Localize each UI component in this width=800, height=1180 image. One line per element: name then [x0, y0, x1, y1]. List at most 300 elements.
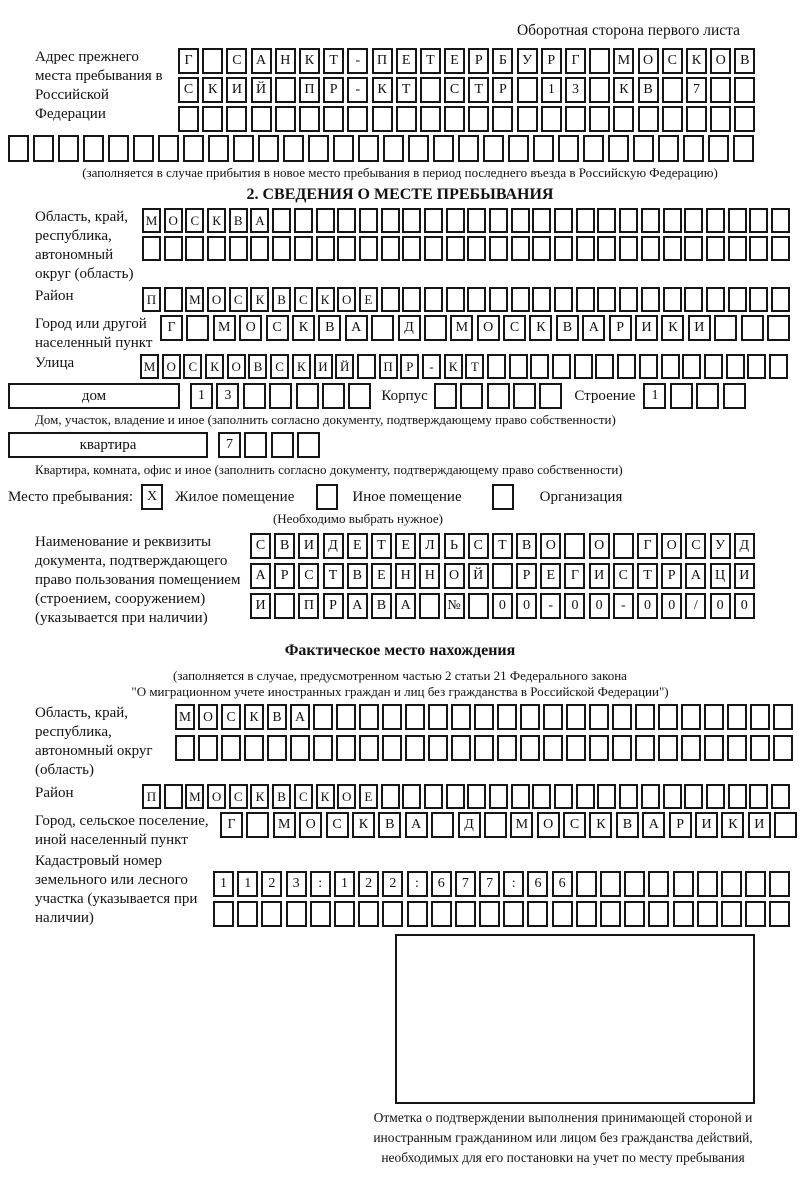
char-cell[interactable]: М	[185, 287, 204, 312]
char-cell[interactable]	[745, 871, 766, 897]
char-cell[interactable]: -	[422, 354, 441, 379]
char-cell[interactable]	[533, 135, 554, 162]
char-cell[interactable]: О	[207, 287, 226, 312]
char-cell[interactable]: Ц	[710, 563, 731, 589]
char-cell[interactable]	[420, 77, 441, 103]
checkbox-org[interactable]	[492, 484, 514, 510]
char-cell[interactable]	[347, 106, 368, 132]
char-cell[interactable]	[648, 871, 669, 897]
char-cell[interactable]	[597, 784, 616, 809]
char-cell[interactable]: С	[270, 354, 289, 379]
char-cell[interactable]: Р	[323, 77, 344, 103]
char-cell[interactable]: О	[337, 784, 356, 809]
char-cell[interactable]: О	[162, 354, 181, 379]
char-cell[interactable]	[741, 315, 764, 341]
char-cell[interactable]: Р	[661, 563, 682, 589]
char-cell[interactable]: С	[298, 563, 319, 589]
char-cell[interactable]	[619, 236, 638, 261]
char-cell[interactable]	[229, 236, 248, 261]
char-cell[interactable]: Е	[395, 533, 416, 559]
char-cell[interactable]	[372, 106, 393, 132]
char-cell[interactable]: 0	[564, 593, 585, 619]
char-cell[interactable]: Д	[458, 812, 481, 838]
char-cell[interactable]: 0	[637, 593, 658, 619]
char-cell[interactable]	[771, 236, 790, 261]
char-cell[interactable]	[183, 135, 204, 162]
char-cell[interactable]	[451, 735, 471, 761]
char-cell[interactable]	[554, 236, 573, 261]
char-cell[interactable]: Г	[564, 563, 585, 589]
char-cell[interactable]	[313, 704, 333, 730]
char-cell[interactable]	[663, 287, 682, 312]
char-cell[interactable]: Й	[468, 563, 489, 589]
char-cell[interactable]	[484, 812, 507, 838]
char-cell[interactable]	[503, 901, 524, 927]
char-cell[interactable]	[558, 135, 579, 162]
char-cell[interactable]	[283, 135, 304, 162]
char-cell[interactable]: Д	[734, 533, 755, 559]
char-cell[interactable]	[541, 106, 562, 132]
char-cell[interactable]	[489, 208, 508, 233]
char-cell[interactable]: П	[372, 48, 393, 74]
char-cell[interactable]: В	[378, 812, 401, 838]
char-cell[interactable]	[552, 901, 573, 927]
char-cell[interactable]: :	[503, 871, 524, 897]
char-cell[interactable]	[420, 106, 441, 132]
char-cell[interactable]	[564, 533, 585, 559]
char-cell[interactable]: 3	[216, 383, 239, 409]
char-cell[interactable]	[233, 135, 254, 162]
char-cell[interactable]	[297, 432, 320, 458]
char-cell[interactable]: Т	[468, 77, 489, 103]
char-cell[interactable]: 0	[661, 593, 682, 619]
char-cell[interactable]	[431, 901, 452, 927]
char-cell[interactable]	[661, 354, 680, 379]
char-cell[interactable]	[407, 901, 428, 927]
char-cell[interactable]	[728, 287, 747, 312]
char-cell[interactable]	[617, 354, 636, 379]
char-cell[interactable]: В	[347, 563, 368, 589]
char-cell[interactable]: И	[298, 533, 319, 559]
char-cell[interactable]	[554, 208, 573, 233]
char-cell[interactable]	[382, 735, 402, 761]
char-cell[interactable]	[243, 383, 266, 409]
char-cell[interactable]: -	[347, 48, 368, 74]
char-cell[interactable]	[747, 354, 766, 379]
char-cell[interactable]	[296, 383, 319, 409]
char-cell[interactable]	[733, 135, 754, 162]
char-cell[interactable]	[697, 901, 718, 927]
char-cell[interactable]	[767, 315, 790, 341]
char-cell[interactable]	[532, 208, 551, 233]
char-cell[interactable]: О	[444, 563, 465, 589]
char-cell[interactable]: 7	[479, 871, 500, 897]
char-cell[interactable]	[704, 354, 723, 379]
char-cell[interactable]: А	[347, 593, 368, 619]
char-cell[interactable]: Т	[420, 48, 441, 74]
char-cell[interactable]: 0	[710, 593, 731, 619]
char-cell[interactable]	[334, 901, 355, 927]
char-cell[interactable]: 6	[431, 871, 452, 897]
char-cell[interactable]: С	[444, 77, 465, 103]
char-cell[interactable]	[434, 383, 457, 409]
char-cell[interactable]	[402, 287, 421, 312]
char-cell[interactable]	[381, 208, 400, 233]
char-cell[interactable]	[658, 704, 678, 730]
char-cell[interactable]	[517, 106, 538, 132]
char-cell[interactable]	[734, 77, 755, 103]
char-cell[interactable]	[275, 77, 296, 103]
char-cell[interactable]	[706, 236, 725, 261]
char-cell[interactable]	[383, 135, 404, 162]
char-cell[interactable]: К	[207, 208, 226, 233]
char-cell[interactable]	[460, 383, 483, 409]
char-cell[interactable]: П	[142, 784, 161, 809]
char-cell[interactable]: Т	[637, 563, 658, 589]
char-cell[interactable]: К	[244, 704, 264, 730]
char-cell[interactable]: В	[272, 287, 291, 312]
char-cell[interactable]	[600, 901, 621, 927]
char-cell[interactable]: 2	[261, 871, 282, 897]
char-cell[interactable]: /	[685, 593, 706, 619]
char-cell[interactable]	[658, 135, 679, 162]
char-cell[interactable]	[527, 901, 548, 927]
char-cell[interactable]	[663, 784, 682, 809]
char-cell[interactable]	[721, 871, 742, 897]
char-cell[interactable]: А	[405, 812, 428, 838]
char-cell[interactable]	[554, 784, 573, 809]
char-cell[interactable]: О	[227, 354, 246, 379]
char-cell[interactable]: Т	[396, 77, 417, 103]
char-cell[interactable]: И	[734, 563, 755, 589]
char-cell[interactable]: О	[537, 812, 560, 838]
char-cell[interactable]	[589, 735, 609, 761]
char-cell[interactable]	[359, 704, 379, 730]
char-cell[interactable]	[294, 208, 313, 233]
char-cell[interactable]	[33, 135, 54, 162]
char-cell[interactable]	[316, 208, 335, 233]
char-cell[interactable]: 3	[565, 77, 586, 103]
char-cell[interactable]	[402, 236, 421, 261]
char-cell[interactable]: С	[685, 533, 706, 559]
char-cell[interactable]	[419, 593, 440, 619]
char-cell[interactable]	[509, 354, 528, 379]
char-cell[interactable]: С	[662, 48, 683, 74]
char-cell[interactable]: К	[589, 812, 612, 838]
char-cell[interactable]: И	[314, 354, 333, 379]
char-cell[interactable]: О	[638, 48, 659, 74]
char-cell[interactable]	[428, 704, 448, 730]
char-cell[interactable]	[272, 236, 291, 261]
char-cell[interactable]	[381, 236, 400, 261]
char-cell[interactable]	[608, 135, 629, 162]
char-cell[interactable]	[600, 871, 621, 897]
char-cell[interactable]: Р	[323, 593, 344, 619]
char-cell[interactable]: Р	[541, 48, 562, 74]
char-cell[interactable]	[396, 106, 417, 132]
char-cell[interactable]: С	[613, 563, 634, 589]
char-cell[interactable]	[638, 106, 659, 132]
char-cell[interactable]	[444, 106, 465, 132]
char-cell[interactable]	[552, 354, 571, 379]
char-cell[interactable]	[286, 901, 307, 927]
char-cell[interactable]: 2	[382, 871, 403, 897]
char-cell[interactable]	[511, 287, 530, 312]
char-cell[interactable]: С	[250, 533, 271, 559]
char-cell[interactable]	[497, 735, 517, 761]
char-cell[interactable]: Н	[275, 48, 296, 74]
char-cell[interactable]	[492, 563, 513, 589]
char-cell[interactable]: О	[661, 533, 682, 559]
char-cell[interactable]	[474, 704, 494, 730]
char-cell[interactable]: Т	[492, 533, 513, 559]
char-cell[interactable]	[164, 236, 183, 261]
char-cell[interactable]: С	[468, 533, 489, 559]
char-cell[interactable]: И	[695, 812, 718, 838]
char-cell[interactable]	[133, 135, 154, 162]
char-cell[interactable]	[269, 383, 292, 409]
char-cell[interactable]: К	[292, 315, 315, 341]
char-cell[interactable]	[641, 784, 660, 809]
char-cell[interactable]	[684, 287, 703, 312]
char-cell[interactable]	[451, 704, 471, 730]
char-cell[interactable]	[728, 784, 747, 809]
char-cell[interactable]: А	[250, 208, 269, 233]
char-cell[interactable]: А	[250, 563, 271, 589]
char-cell[interactable]	[727, 735, 747, 761]
char-cell[interactable]: Т	[465, 354, 484, 379]
char-cell[interactable]: М	[613, 48, 634, 74]
char-cell[interactable]: К	[686, 48, 707, 74]
char-cell[interactable]	[619, 784, 638, 809]
char-cell[interactable]: М	[450, 315, 473, 341]
char-cell[interactable]	[251, 106, 272, 132]
char-cell[interactable]: Р	[400, 354, 419, 379]
char-cell[interactable]	[574, 354, 593, 379]
char-cell[interactable]: С	[326, 812, 349, 838]
char-cell[interactable]	[358, 901, 379, 927]
char-cell[interactable]	[773, 735, 793, 761]
char-cell[interactable]: 1	[334, 871, 355, 897]
char-cell[interactable]	[686, 106, 707, 132]
char-cell[interactable]	[424, 315, 447, 341]
char-cell[interactable]	[682, 354, 701, 379]
checkbox-zhiloe[interactable]: X	[141, 484, 163, 510]
char-cell[interactable]	[275, 106, 296, 132]
char-cell[interactable]: 1	[541, 77, 562, 103]
char-cell[interactable]	[272, 208, 291, 233]
char-cell[interactable]: О	[477, 315, 500, 341]
char-cell[interactable]	[508, 135, 529, 162]
char-cell[interactable]: Г	[565, 48, 586, 74]
char-cell[interactable]	[728, 236, 747, 261]
char-cell[interactable]: В	[616, 812, 639, 838]
char-cell[interactable]	[595, 354, 614, 379]
char-cell[interactable]	[164, 287, 183, 312]
char-cell[interactable]	[532, 784, 551, 809]
char-cell[interactable]	[696, 383, 719, 409]
char-cell[interactable]	[381, 287, 400, 312]
char-cell[interactable]	[576, 208, 595, 233]
char-cell[interactable]: Е	[359, 784, 378, 809]
char-cell[interactable]: 0	[589, 593, 610, 619]
char-cell[interactable]	[492, 106, 513, 132]
char-cell[interactable]	[489, 784, 508, 809]
char-cell[interactable]	[405, 735, 425, 761]
char-cell[interactable]: В	[272, 784, 291, 809]
char-cell[interactable]: О	[198, 704, 218, 730]
char-cell[interactable]	[734, 106, 755, 132]
char-cell[interactable]	[624, 901, 645, 927]
char-cell[interactable]: Е	[396, 48, 417, 74]
char-cell[interactable]	[624, 871, 645, 897]
char-cell[interactable]	[83, 135, 104, 162]
char-cell[interactable]	[424, 208, 443, 233]
char-cell[interactable]: К	[316, 784, 335, 809]
char-cell[interactable]	[336, 735, 356, 761]
char-cell[interactable]	[641, 208, 660, 233]
char-cell[interactable]: 3	[286, 871, 307, 897]
char-cell[interactable]: И	[635, 315, 658, 341]
char-cell[interactable]	[359, 208, 378, 233]
char-cell[interactable]	[589, 48, 610, 74]
char-cell[interactable]: В	[638, 77, 659, 103]
char-cell[interactable]: Е	[359, 287, 378, 312]
char-cell[interactable]	[619, 208, 638, 233]
char-cell[interactable]: :	[310, 871, 331, 897]
char-cell[interactable]: Г	[160, 315, 183, 341]
char-cell[interactable]: А	[685, 563, 706, 589]
char-cell[interactable]: Е	[444, 48, 465, 74]
char-cell[interactable]	[771, 784, 790, 809]
char-cell[interactable]: И	[250, 593, 271, 619]
char-cell[interactable]: М	[213, 315, 236, 341]
char-cell[interactable]	[583, 135, 604, 162]
char-cell[interactable]: И	[748, 812, 771, 838]
char-cell[interactable]: С	[178, 77, 199, 103]
char-cell[interactable]	[371, 315, 394, 341]
char-cell[interactable]: Г	[178, 48, 199, 74]
char-cell[interactable]: О	[299, 812, 322, 838]
char-cell[interactable]: К	[529, 315, 552, 341]
char-cell[interactable]	[706, 287, 725, 312]
char-cell[interactable]	[683, 135, 704, 162]
char-cell[interactable]: Е	[371, 563, 392, 589]
char-cell[interactable]	[728, 208, 747, 233]
char-cell[interactable]	[213, 901, 234, 927]
char-cell[interactable]	[589, 704, 609, 730]
char-cell[interactable]: М	[140, 354, 159, 379]
char-cell[interactable]	[639, 354, 658, 379]
char-cell[interactable]: С	[229, 287, 248, 312]
char-cell[interactable]	[619, 287, 638, 312]
char-cell[interactable]	[520, 704, 540, 730]
char-cell[interactable]	[323, 106, 344, 132]
char-cell[interactable]	[697, 871, 718, 897]
char-cell[interactable]: -	[613, 593, 634, 619]
char-cell[interactable]	[446, 208, 465, 233]
char-cell[interactable]	[246, 812, 269, 838]
char-cell[interactable]	[517, 77, 538, 103]
char-cell[interactable]: В	[274, 533, 295, 559]
char-cell[interactable]	[333, 135, 354, 162]
char-cell[interactable]: Р	[609, 315, 632, 341]
char-cell[interactable]	[336, 704, 356, 730]
char-cell[interactable]	[446, 287, 465, 312]
char-cell[interactable]	[308, 135, 329, 162]
char-cell[interactable]	[402, 784, 421, 809]
char-cell[interactable]	[511, 208, 530, 233]
char-cell[interactable]: О	[164, 208, 183, 233]
char-cell[interactable]: С	[226, 48, 247, 74]
char-cell[interactable]: О	[540, 533, 561, 559]
char-cell[interactable]: А	[290, 704, 310, 730]
char-cell[interactable]: О	[239, 315, 262, 341]
char-cell[interactable]	[357, 354, 376, 379]
char-cell[interactable]: Б	[492, 48, 513, 74]
char-cell[interactable]: О	[337, 287, 356, 312]
char-cell[interactable]	[565, 106, 586, 132]
char-cell[interactable]	[543, 735, 563, 761]
char-cell[interactable]: Т	[371, 533, 392, 559]
char-cell[interactable]: А	[395, 593, 416, 619]
checkbox-inoe[interactable]	[316, 484, 338, 510]
char-cell[interactable]	[424, 236, 443, 261]
char-cell[interactable]	[431, 812, 454, 838]
char-cell[interactable]	[274, 593, 295, 619]
char-cell[interactable]	[142, 236, 161, 261]
char-cell[interactable]: К	[250, 287, 269, 312]
char-cell[interactable]	[322, 383, 345, 409]
char-cell[interactable]	[673, 901, 694, 927]
char-cell[interactable]: Д	[323, 533, 344, 559]
char-cell[interactable]: Р	[492, 77, 513, 103]
char-cell[interactable]: У	[517, 48, 538, 74]
char-cell[interactable]: О	[589, 533, 610, 559]
char-cell[interactable]: К	[292, 354, 311, 379]
char-cell[interactable]: С	[294, 784, 313, 809]
char-cell[interactable]	[474, 735, 494, 761]
char-cell[interactable]	[612, 735, 632, 761]
char-cell[interactable]	[635, 735, 655, 761]
char-cell[interactable]	[684, 208, 703, 233]
char-cell[interactable]	[749, 236, 768, 261]
char-cell[interactable]	[513, 383, 536, 409]
char-cell[interactable]: И	[688, 315, 711, 341]
char-cell[interactable]	[489, 287, 508, 312]
char-cell[interactable]: О	[207, 784, 226, 809]
char-cell[interactable]	[467, 784, 486, 809]
char-cell[interactable]	[359, 236, 378, 261]
char-cell[interactable]	[446, 784, 465, 809]
char-cell[interactable]: К	[721, 812, 744, 838]
char-cell[interactable]	[589, 106, 610, 132]
char-cell[interactable]	[769, 354, 788, 379]
char-cell[interactable]	[662, 77, 683, 103]
char-cell[interactable]	[749, 287, 768, 312]
char-cell[interactable]	[613, 106, 634, 132]
char-cell[interactable]	[479, 901, 500, 927]
char-cell[interactable]: Н	[395, 563, 416, 589]
char-cell[interactable]: О	[710, 48, 731, 74]
char-cell[interactable]	[771, 287, 790, 312]
char-cell[interactable]	[424, 287, 443, 312]
char-cell[interactable]	[8, 135, 29, 162]
char-cell[interactable]	[566, 735, 586, 761]
char-cell[interactable]: Й	[335, 354, 354, 379]
char-cell[interactable]	[589, 77, 610, 103]
char-cell[interactable]	[299, 106, 320, 132]
